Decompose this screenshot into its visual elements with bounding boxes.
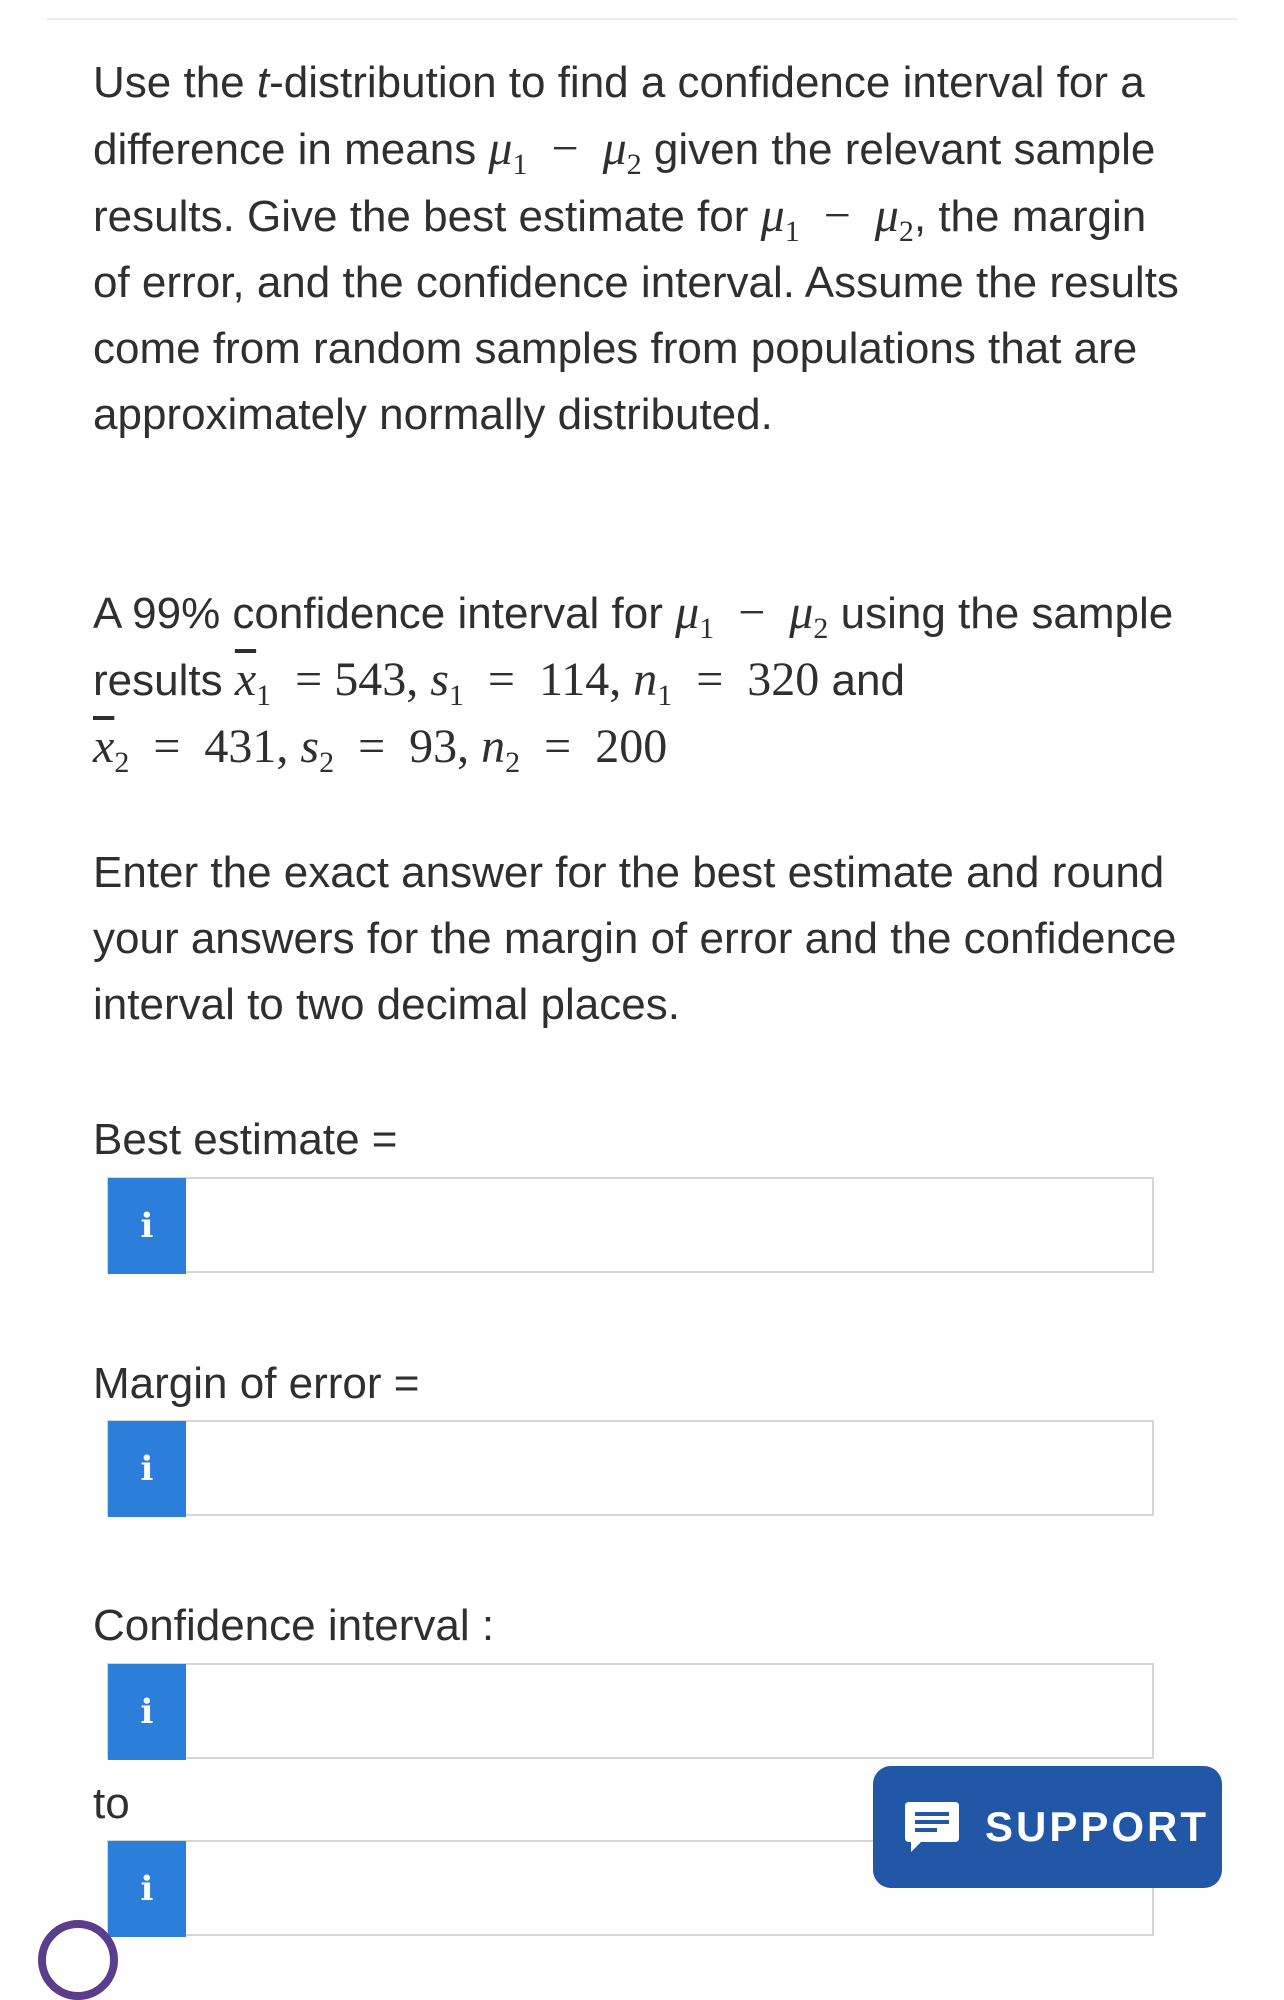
problem-and: and	[819, 656, 905, 705]
margin-of-error-input[interactable]	[189, 1422, 1149, 1514]
top-divider	[47, 18, 1237, 20]
n1-value: 320	[747, 653, 820, 706]
intro-text-3: given the relevant sample results. Give the best estimate for	[93, 125, 1156, 241]
ci-lower-input[interactable]	[189, 1665, 1149, 1757]
intro-text-1: Use the	[93, 58, 257, 107]
info-icon[interactable]: i	[108, 1178, 186, 1274]
sample-2-values: $\overline{x}_2 = 431$, $s_2 = 93$, $n_2 = 200$	[93, 720, 668, 779]
support-button[interactable]	[873, 1766, 1222, 1888]
mu-difference: $\mu_1 - \mu_2$	[488, 122, 642, 181]
instructions-text: Enter the exact answer for the best estimate and round your answers for the margin of error and the confidence interval to two decimal places.	[93, 848, 1177, 1029]
mu-difference: $\mu_1 - \mu_2$	[760, 189, 914, 248]
intro-text-2: -distribution to find a confidence interval for a difference in means	[93, 58, 1145, 174]
margin-of-error-field	[107, 1420, 1154, 1516]
support-label: SUPPORT	[985, 1803, 1210, 1850]
t-symbol: t	[256, 58, 270, 107]
ci-lower-field	[107, 1663, 1154, 1759]
sample-1-values: $\overline{x}_1 = 543$, $s_1 = 114$, $n_1 = 320$	[234, 653, 820, 712]
s2-value: 93	[409, 720, 458, 773]
mu-difference: $\mu_1 - \mu_2$	[675, 586, 829, 645]
intro-text-4: , the margin of error, and the confidence interval. Assume the results come from random samples from populations that are approximately normally distributed.	[93, 192, 1179, 439]
question-intro	[93, 50, 1193, 448]
x1-value: 543	[334, 653, 407, 706]
s1-value: 114	[538, 653, 610, 706]
confidence-interval-label: Confidence interval :	[93, 1601, 495, 1650]
best-estimate-field	[107, 1177, 1154, 1273]
problem-mid: using the sample results	[93, 589, 1174, 705]
margin-of-error-label: Margin of error =	[93, 1359, 420, 1408]
corner-widget	[38, 1920, 118, 2000]
info-icon[interactable]: i	[108, 1421, 186, 1517]
best-estimate-input[interactable]	[189, 1179, 1149, 1271]
n2-value: 200	[595, 720, 668, 773]
chat-icon	[903, 1798, 961, 1856]
x2-value: 431	[204, 720, 277, 773]
best-estimate-label: Best estimate =	[93, 1115, 398, 1164]
problem-prefix: A 99% confidence interval for	[93, 589, 676, 638]
info-icon[interactable]: i	[108, 1664, 186, 1760]
problem-statement	[93, 580, 1193, 781]
to-label: to	[93, 1779, 130, 1828]
info-icon[interactable]: i	[108, 1841, 186, 1937]
